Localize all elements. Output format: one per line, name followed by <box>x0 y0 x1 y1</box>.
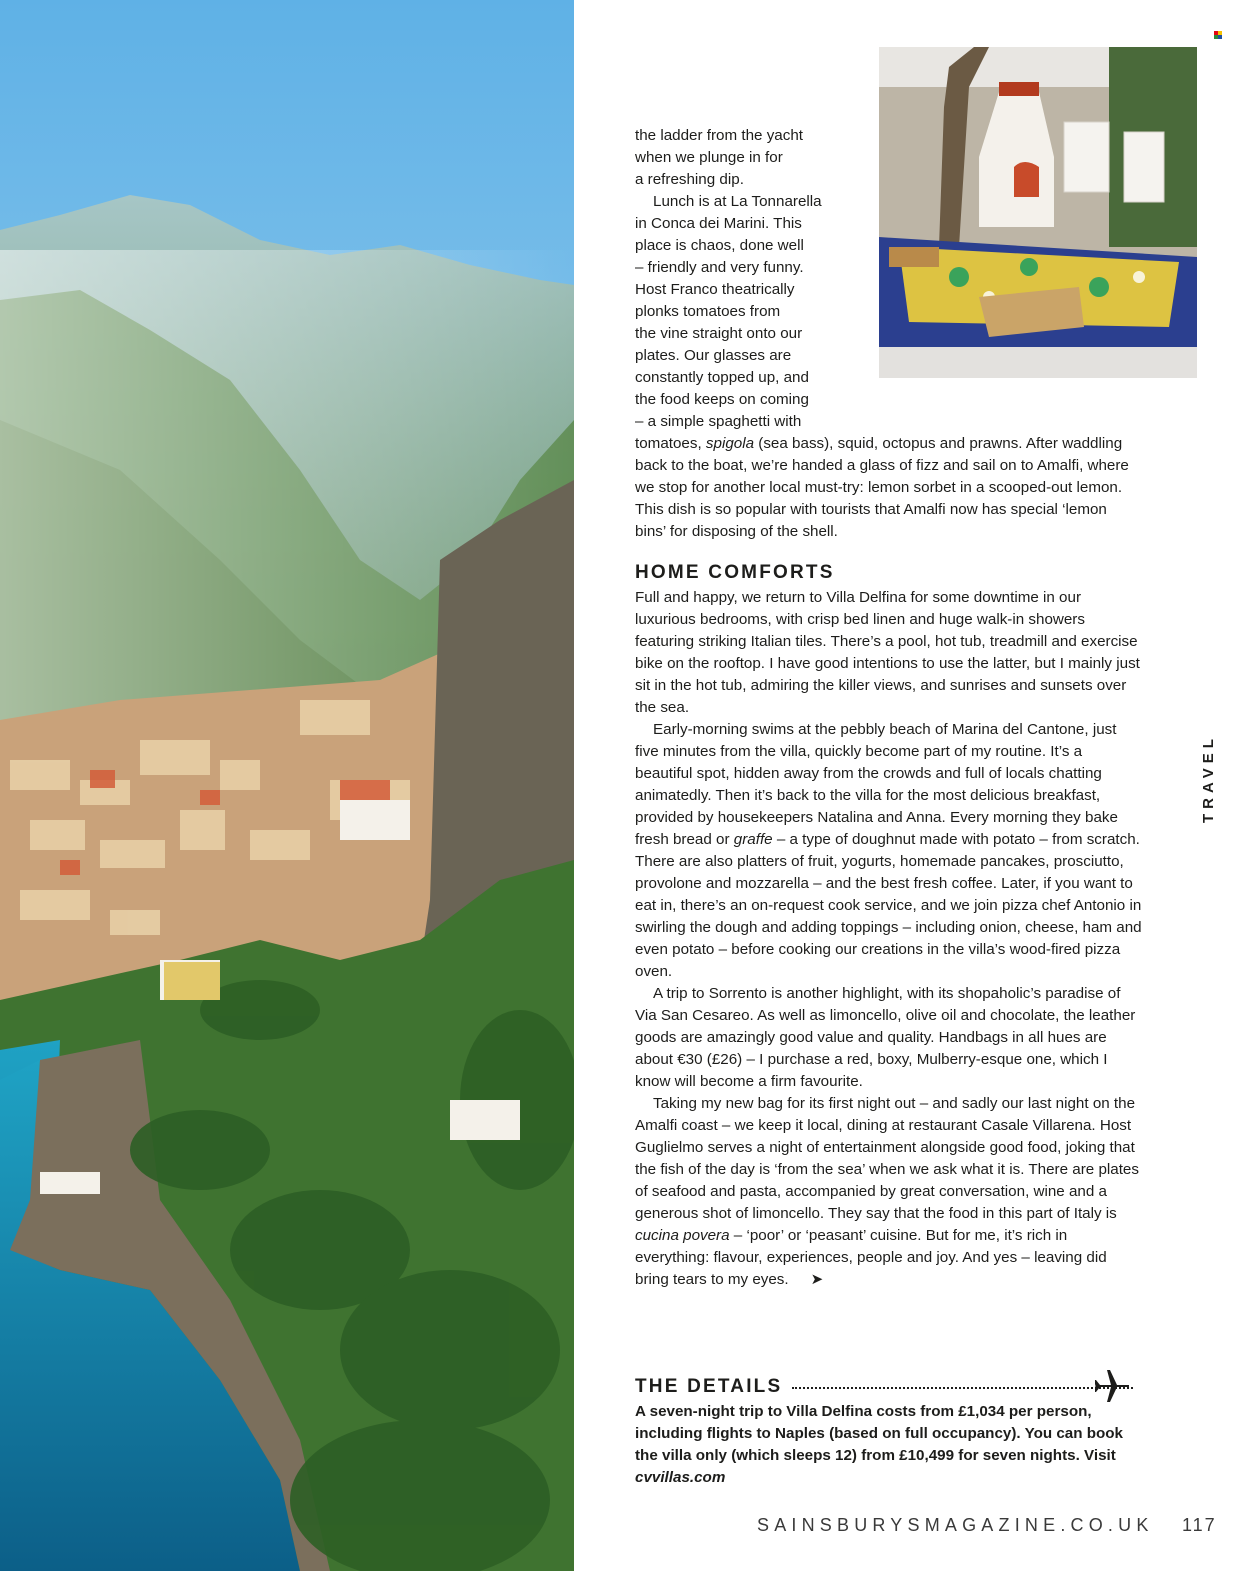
color-registration-mark <box>1214 31 1223 39</box>
home-comforts-heading: HOME COMFORTS <box>635 562 835 583</box>
italic-term: graffe <box>733 831 773 848</box>
text-run: – ‘poor’ or ‘peasant’ cuisine. But for me, it’s rich in everything: flavour, experiences, people and joy. And yes – leaving did bring tears to my eyes. <box>635 1227 1107 1288</box>
lunch-line: place is chaos, done well <box>635 237 804 254</box>
text-run: – a type of doughnut made with potato – from scratch. There are also platters of fruit, yogurts, homemade pancakes, prosciutto, provolone and mozzarella – and the best fresh coffee. Later, if you want to eat in, there’s an on-request cook service, and we join pizza chef Antonio in swirling the dough and adding toppings – including onion, cheese, ham and even potato – before cooking our creations in the villa’s wood-fired pizza oven. <box>635 831 1142 980</box>
lunch-line: constantly topped up, and <box>635 369 809 386</box>
page-number: 117 <box>1182 1515 1217 1535</box>
home-comforts-paragraph-4 <box>635 1093 1143 1291</box>
text-run: A seven-night trip to Villa Delfina costs from £1,034 per person, including flights to Naples (based on full occupancy). You can book the villa only (which sleeps 12) from £10,499 for seven nights. Visit <box>635 1403 1124 1464</box>
lunch-line: Host Franco theatrically <box>635 281 795 298</box>
text-run: (sea bass), squid, octopus and prawns. After waddling back to the boat, we’re handed a glass of fizz and sail on to Amalfi, where we stop for another local must-try: lemon sorbet in a scooped-out lemon. This dish is so popular with tourists that Amalfi now has special ‘lemon bins’ for disposing of the shell. <box>635 435 1129 540</box>
italic-term: cucina povera <box>635 1227 730 1244</box>
lunch-line: Lunch is at La Tonnarella <box>653 193 822 210</box>
details-link[interactable]: cvvillas.com <box>635 1469 726 1486</box>
text-run: Early-morning swims at the pebbly beach of Marina del Cantone, just five minutes from the villa, quickly become part of my routine. It’s a beautiful spot, hidden away from the crowds and full of locals chatting animatedly. Then it’s back to the villa for the most delicious breakfast, provided by housekeepers Natalina and Anna. Every morning they bake fresh bread or <box>635 721 1118 848</box>
details-heading: THE DETAILS <box>635 1376 783 1397</box>
lunch-paragraph <box>635 191 875 433</box>
lunch-line: plonks tomatoes from <box>635 303 781 320</box>
intro-paragraph <box>635 125 875 191</box>
section-label-travel: TRAVEL <box>1200 734 1217 824</box>
lunch-line: the food keeps on coming <box>635 391 809 408</box>
arrowhead-icon: ➤ <box>810 1271 824 1288</box>
lunch-line: the vine straight onto our <box>635 325 803 342</box>
details-heading-row <box>635 1376 1135 1398</box>
details-body <box>635 1401 1140 1489</box>
lunch-line: in Conca dei Marini. This <box>635 215 802 232</box>
lunch-line: – a simple spaghetti with <box>635 413 802 430</box>
intro-line: a refreshing dip. <box>635 171 744 188</box>
lunch-line: – friendly and very funny. <box>635 259 804 276</box>
home-comforts-paragraph-2 <box>635 719 1143 983</box>
airplane-icon <box>1095 1366 1129 1406</box>
details-paragraph <box>635 1401 1140 1489</box>
home-comforts-paragraph-1: Full and happy, we return to Villa Delfina for some downtime in our luxurious bedrooms, with crisp bed linen and huge walk-in showers featuring striking Italian tiles. There’s a pool, hot tub, treadmill and exercise bike on the rooftop. I have good intentions to use the latter, but I mainly just sit in the hot tub, admiring the killer views, and sunrises and sunsets over the sea. <box>635 589 1140 716</box>
home-comforts-body <box>635 587 1143 1291</box>
lunch-continuation-paragraph <box>635 433 1140 543</box>
home-comforts-paragraph-3: A trip to Sorrento is another highlight, with its shopaholic’s paradise of Via San Cesareo. As well as limoncello, olive oil and chocolate, the leather goods are amazingly good value and quality. Handbags in all hues are about €30 (£26) – I purchase a red, boxy, Mulberry-esque one, which I know will become a firm favourite. <box>635 985 1136 1090</box>
dotted-leader <box>792 1387 1133 1389</box>
intro-column <box>635 125 875 433</box>
italic-term: spigola <box>705 435 755 452</box>
text-run: Taking my new bag for its first night out – and sadly our last night on the Amalfi coast – we keep it local, dining at restaurant Casale Villarena. Host Guglielmo serves a night of entertainment alongside good food, joking that the fish of the day is ‘from the sea’ when we ask what it is. There are plates of seafood and pasta, accompanied by great conversation, wine and a generous shot of limoncello. They say that the food in this part of Italy is <box>635 1095 1139 1222</box>
intro-line: the ladder from the yacht <box>635 127 803 144</box>
intro-line: when we plunge in for <box>635 149 783 166</box>
positano-coast-photo <box>0 0 574 1571</box>
lunch-line: plates. Our glasses are <box>635 347 792 364</box>
text-run: tomatoes, <box>635 435 706 452</box>
terrace-pizza-oven-photo <box>879 47 1197 378</box>
lunch-continuation-text <box>635 433 1140 543</box>
footer-website[interactable]: SAINSBURYSMAGAZINE.CO.UK <box>757 1515 1154 1535</box>
